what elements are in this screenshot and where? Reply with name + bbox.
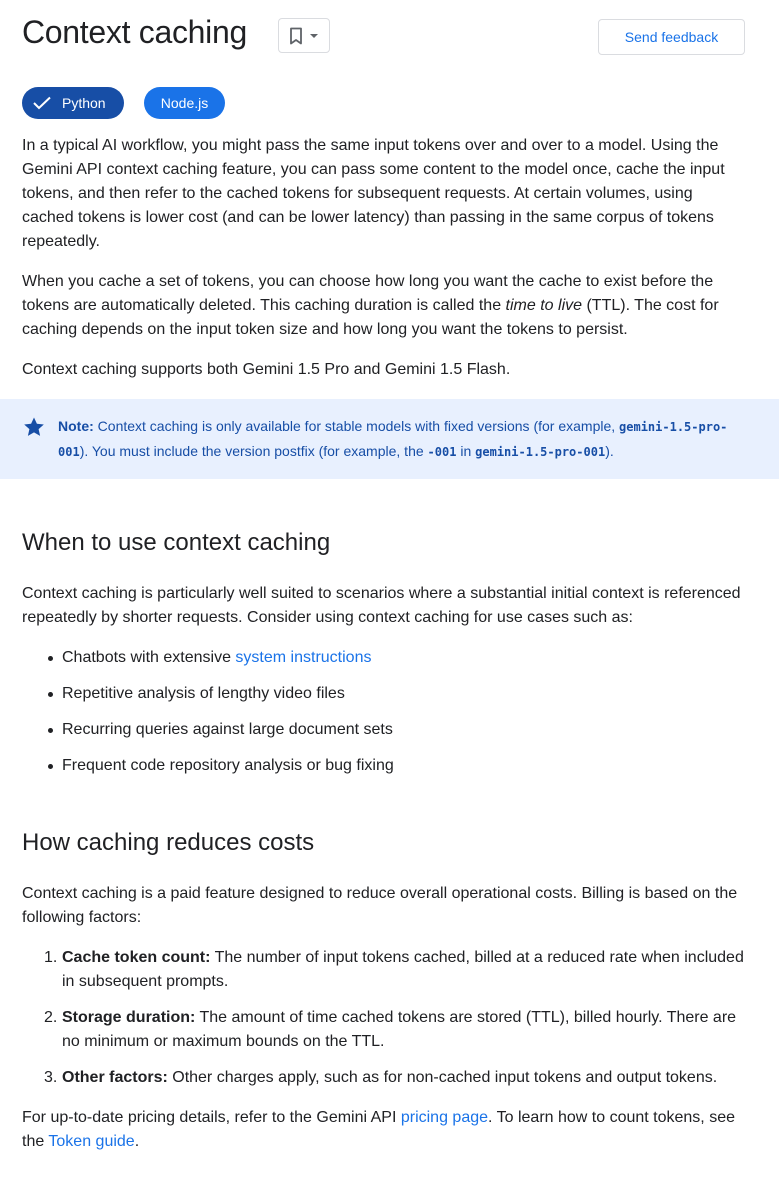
pricing-page-link[interactable]: pricing page	[400, 1109, 489, 1126]
note-text-4: ).	[605, 443, 614, 459]
note-text-1: Context caching is only available for stable models with fixed versions (for example,	[93, 418, 620, 434]
pricing-paragraph	[22, 1106, 745, 1154]
list-item	[22, 946, 745, 994]
factor-label: Other factors:	[62, 1069, 168, 1086]
list-item	[22, 646, 745, 670]
note-code-model: gemini-1.5-pro-001	[58, 420, 728, 459]
heading-how-caching-reduces-costs: How caching reduces costs	[22, 829, 315, 856]
factor-text: Other charges apply, such as for non-cached input tokens and output tokens.	[167, 1069, 718, 1086]
star-icon	[22, 415, 46, 439]
note-callout	[0, 399, 779, 479]
intro-paragraph-2	[22, 270, 745, 342]
note-text	[58, 414, 748, 464]
use-case-1-text: Chatbots with extensive	[62, 649, 236, 666]
send-feedback-button[interactable]: Send feedback	[598, 19, 745, 55]
intro-paragraph-3: Context caching supports both Gemini 1.5 Pro and Gemini 1.5 Flash.	[22, 361, 511, 378]
list-item: Repetitive analysis of lengthy video files	[22, 682, 745, 706]
tab-nodejs[interactable]	[144, 87, 225, 119]
factor-text: The amount of time cached tokens are stored (TTL), billed hourly. There are no minimum or maximum bounds on the TTL.	[62, 1009, 737, 1050]
billing-factors-list	[22, 946, 745, 1102]
when-intro: Context caching is particularly well suited to scenarios where a substantial initial context is referenced repeatedly by shorter requests. Consider using context caching for use cases such as:	[22, 585, 741, 626]
tab-python-label: Python	[62, 95, 106, 111]
note-label: Note:	[58, 418, 94, 434]
note-text-2: ). You must include the version postfix (for example, the	[79, 443, 428, 459]
check-icon	[32, 96, 52, 110]
caret-down-icon	[309, 33, 319, 39]
costs-intro: Context caching is a paid feature designed to reduce overall operational costs. Billing is based on the following factors:	[22, 885, 738, 926]
system-instructions-link[interactable]: system instructions	[235, 649, 372, 666]
list-number: 2.	[44, 1009, 58, 1026]
bookmark-button[interactable]	[278, 18, 330, 53]
page-title: Context caching	[22, 14, 247, 50]
list-item	[22, 1066, 745, 1090]
intro-p2-text-b: (TTL). The cost for caching depends on the input token size and how long you want the tokens to persist.	[22, 297, 719, 338]
token-guide-link[interactable]: Token guide	[48, 1133, 135, 1150]
heading-when-to-use: When to use context caching	[22, 529, 331, 556]
factor-text: The number of input tokens cached, billed at a reduced rate when included in subsequent prompts.	[62, 949, 744, 990]
note-code-postfix: -001	[427, 445, 457, 459]
pricing-text-c: .	[134, 1133, 140, 1150]
use-case-list	[22, 646, 745, 790]
note-code-model-2: gemini-1.5-pro-001	[475, 445, 606, 459]
tab-nodejs-label: Node.js	[160, 95, 209, 111]
list-item: Frequent code repository analysis or bug fixing	[22, 754, 745, 778]
pricing-text-a: For up-to-date pricing details, refer to the Gemini API	[22, 1109, 401, 1126]
list-number: 1.	[44, 949, 58, 966]
list-item: Recurring queries against large document sets	[22, 718, 745, 742]
intro-p2-text-a: When you cache a set of tokens, you can choose how long you want the cache to exist before the tokens are automatically deleted. This caching duration is called the	[22, 273, 714, 314]
bookmark-icon	[289, 27, 303, 45]
tab-python[interactable]	[22, 87, 124, 119]
list-number: 3.	[44, 1069, 58, 1086]
pricing-text-b: . To learn how to count tokens, see the	[22, 1109, 735, 1150]
factor-label: Storage duration:	[62, 1009, 196, 1026]
intro-paragraph-1: In a typical AI workflow, you might pass the same input tokens over and over to a model. Using the Gemini API context caching feature, you can pass some content to the model once, cache the input tokens, and then refer to the cached tokens for subsequent requests. At certain volumes, using cached tokens is lower cost (and can be lower latency) than passing in the same corpus of tokens repeatedly.	[22, 137, 725, 250]
factor-label: Cache token count:	[62, 949, 211, 966]
ttl-term: time to live	[505, 297, 583, 314]
note-text-3: in	[456, 443, 476, 459]
list-item	[22, 1006, 745, 1054]
